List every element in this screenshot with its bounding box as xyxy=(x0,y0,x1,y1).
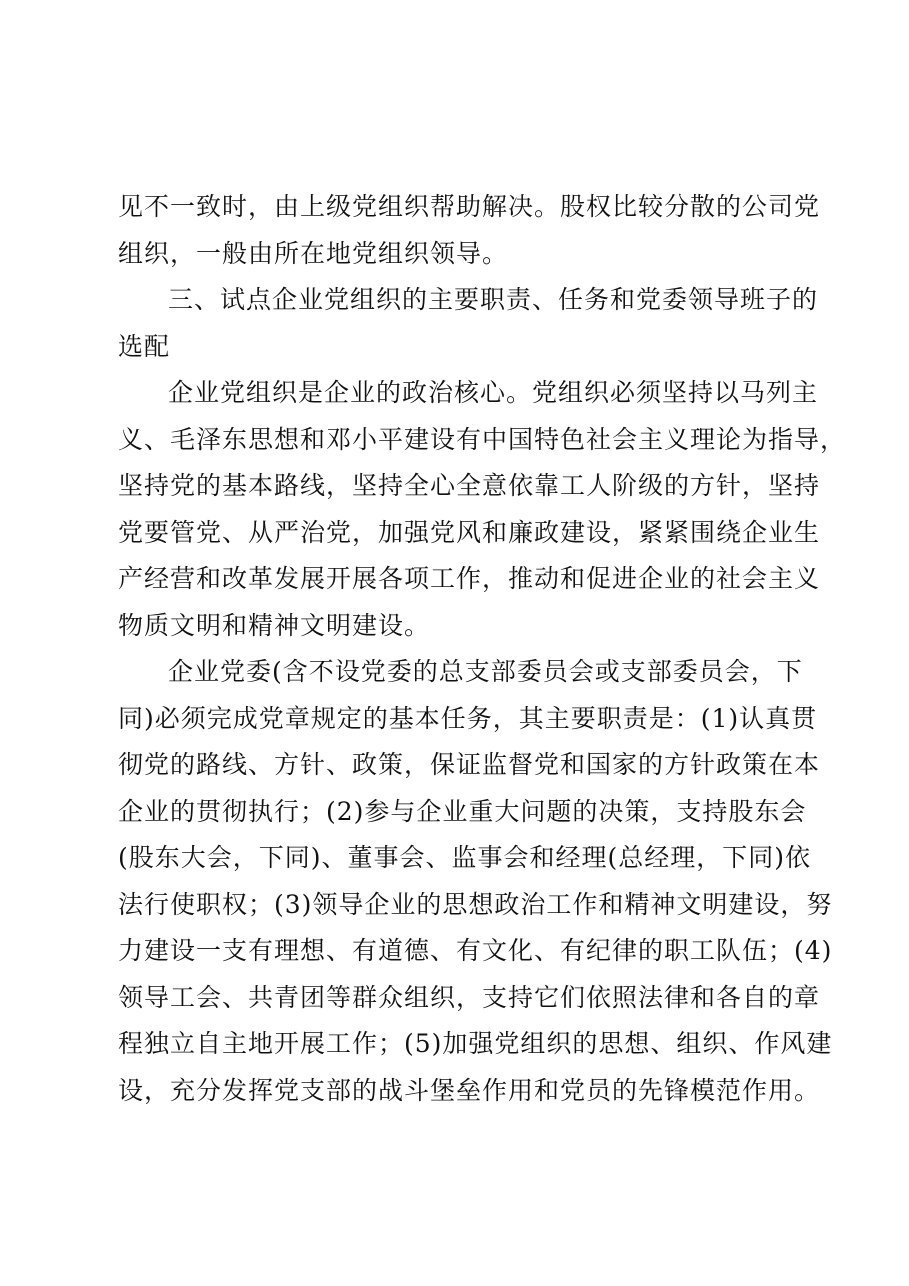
paragraph-line: 见不一致时，由上级党组织帮助解决。股权比较分散的公司党 xyxy=(118,192,821,221)
paragraph-line: 产经营和改革发展开展各项工作，推动和促进企业的社会主义 xyxy=(118,564,821,593)
paragraph-line: 设，充分发挥党支部的战斗堡垒作用和党员的先锋模范作用。 xyxy=(118,1075,821,1105)
section-heading-line: 选配 xyxy=(118,331,171,361)
paragraph-line: (股东大会，下同)、董事会、监事会和经理(总经理，下同)依 xyxy=(118,843,812,872)
paragraph-line: 义、毛泽东思想和邓小平建设有中国特色社会主义理论为指导， xyxy=(118,424,847,454)
paragraph-line: 组织，一般由所在地党组织领导。 xyxy=(118,238,509,268)
paragraph-line: 物质文明和精神文明建设。 xyxy=(118,610,431,640)
paragraph-line: 企业党组织是企业的政治核心。党组织必须坚持以马列主 xyxy=(168,378,819,407)
section-heading-line: 三、试点企业党组织的主要职责、任务和党委领导班子的 xyxy=(168,285,819,314)
paragraph-line: 企业的贯彻执行；(2)参与企业重大问题的决策，支持股东会 xyxy=(118,796,807,826)
paragraph-line: 同)必须完成党章规定的基本任务，其主要职责是：(1)认真贯 xyxy=(118,703,818,733)
document-body xyxy=(118,184,847,1114)
paragraph-line: 力建设一支有理想、有道德、有文化、有纪律的职工队伍；(4) xyxy=(118,936,833,965)
paragraph-line: 程独立自主地开展工作；(5)加强党组织的思想、组织、作风建 xyxy=(118,1029,833,1058)
paragraph-line: 坚持党的基本路线，坚持全心全意依靠工人阶级的方针，坚持 xyxy=(118,471,821,500)
paragraph-line: 党要管党、从严治党，加强党风和廉政建设，紧紧围绕企业生 xyxy=(118,517,821,547)
paragraph-line: 企业党委(含不设党委的总支部委员会或支部委员会，下 xyxy=(168,657,803,686)
paragraph-line: 彻党的路线、方针、政策，保证监督党和国家的方针政策在本 xyxy=(118,750,821,779)
paragraph-line: 领导工会、共青团等群众组织，支持它们依照法律和各自的章 xyxy=(118,982,821,1012)
paragraph-line: 法行使职权；(3)领导企业的思想政治工作和精神文明建设，努 xyxy=(118,889,833,919)
